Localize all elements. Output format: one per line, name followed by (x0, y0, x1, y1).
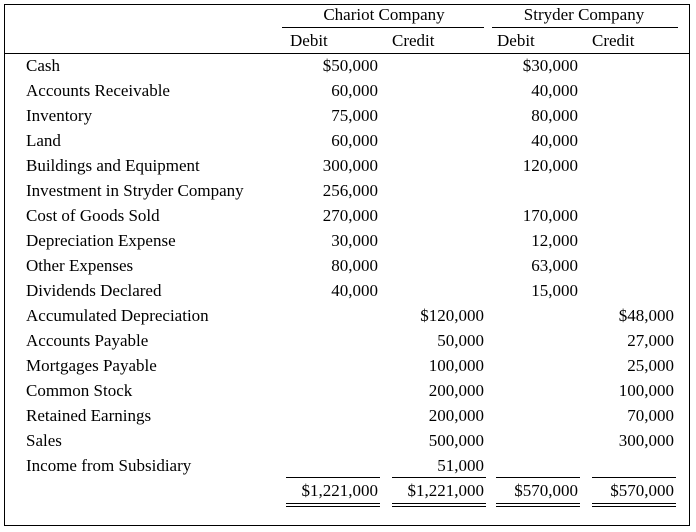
chariot-credit-total-double-rule-2 (392, 506, 486, 507)
stryder-debit-header: Debit (497, 31, 535, 50)
account-label: Accounts Receivable (26, 81, 170, 100)
stryder-credit-value: 70,000 (627, 406, 674, 425)
table-row (0, 431, 696, 451)
table-row (0, 206, 696, 226)
chariot-credit-subtotal-rule (392, 477, 486, 478)
table-row (0, 131, 696, 151)
account-label: Depreciation Expense (26, 231, 176, 250)
stryder-debit-value: 15,000 (531, 281, 578, 300)
chariot-credit-value: $120,000 (420, 306, 484, 325)
chariot-debit-total-double-rule-2 (286, 506, 380, 507)
column-header-rule (5, 53, 689, 54)
chariot-debit-value: 40,000 (331, 281, 378, 300)
stryder-debit-value: 120,000 (522, 156, 578, 175)
stryder-credit-value: 25,000 (627, 356, 674, 375)
table-row (0, 381, 696, 401)
account-label: Buildings and Equipment (26, 156, 200, 175)
stryder-credit-value: 300,000 (618, 431, 674, 450)
chariot-debit-value: 256,000 (322, 181, 378, 200)
stryder-debit-value: 80,000 (531, 106, 578, 125)
account-label: Other Expenses (26, 256, 134, 275)
chariot-company-header: Chariot Company (323, 5, 445, 24)
account-label: Mortgages Payable (26, 356, 157, 375)
chariot-debit-header: Debit (290, 31, 328, 50)
chariot-credit-value: 100,000 (428, 356, 484, 375)
chariot-debit-value: 75,000 (331, 106, 378, 125)
totals-row (0, 481, 696, 501)
stryder-debit-total-double-rule-1 (496, 503, 580, 504)
table-row (0, 331, 696, 351)
stryder-debit-value: 40,000 (531, 131, 578, 150)
table-row (0, 306, 696, 326)
account-label: Cash (26, 56, 60, 75)
stryder-credit-total: $570,000 (610, 481, 674, 500)
table-row (0, 181, 696, 201)
chariot-debit-value: 60,000 (331, 81, 378, 100)
chariot-credit-value: 500,000 (428, 431, 484, 450)
stryder-debit-value: 12,000 (531, 231, 578, 250)
chariot-debit-total: $1,221,000 (301, 481, 378, 500)
table-row (0, 156, 696, 176)
stryder-debit-total: $570,000 (514, 481, 578, 500)
chariot-credit-value: 51,000 (437, 456, 484, 475)
chariot-credit-value: 50,000 (437, 331, 484, 350)
stryder-header-rule (492, 27, 678, 28)
table-row (0, 231, 696, 251)
chariot-credit-header: Credit (392, 31, 435, 50)
chariot-debit-total-double-rule-1 (286, 503, 380, 504)
table-row (0, 281, 696, 301)
account-label: Accumulated Depreciation (26, 306, 209, 325)
chariot-credit-value: 200,000 (428, 406, 484, 425)
account-label: Dividends Declared (26, 281, 162, 300)
chariot-debit-value: 30,000 (331, 231, 378, 250)
table-row (0, 106, 696, 126)
chariot-credit-total-double-rule-1 (392, 503, 486, 504)
stryder-debit-subtotal-rule (496, 477, 580, 478)
account-label: Land (26, 131, 61, 150)
account-label: Sales (26, 431, 62, 450)
account-label: Income from Subsidiary (26, 456, 192, 475)
chariot-credit-value: 200,000 (428, 381, 484, 400)
chariot-debit-value: 270,000 (322, 206, 378, 225)
account-label: Accounts Payable (26, 331, 149, 350)
stryder-credit-header: Credit (592, 31, 635, 50)
stryder-credit-total-double-rule-2 (592, 506, 676, 507)
table-row (0, 81, 696, 101)
chariot-credit-total: $1,221,000 (407, 481, 484, 500)
stryder-debit-total-double-rule-2 (496, 506, 580, 507)
stryder-debit-value: $30,000 (522, 56, 578, 75)
table-row (0, 56, 696, 76)
chariot-debit-value: $50,000 (322, 56, 378, 75)
chariot-debit-subtotal-rule (286, 477, 380, 478)
stryder-debit-value: 40,000 (531, 81, 578, 100)
account-label: Retained Earnings (26, 406, 152, 425)
stryder-credit-value: $48,000 (618, 306, 674, 325)
stryder-debit-value: 170,000 (522, 206, 578, 225)
stryder-credit-value: 100,000 (618, 381, 674, 400)
account-label: Cost of Goods Sold (26, 206, 160, 225)
stryder-company-header: Stryder Company (523, 5, 645, 24)
account-label: Inventory (26, 106, 93, 125)
chariot-debit-value: 60,000 (331, 131, 378, 150)
table-row (0, 256, 696, 276)
stryder-debit-value: 63,000 (531, 256, 578, 275)
table-row (0, 356, 696, 376)
account-label: Investment in Stryder Company (26, 181, 244, 200)
account-label: Common Stock (26, 381, 133, 400)
chariot-header-rule (282, 27, 484, 28)
stryder-credit-subtotal-rule (592, 477, 676, 478)
chariot-debit-value: 300,000 (322, 156, 378, 175)
chariot-debit-value: 80,000 (331, 256, 378, 275)
table-row (0, 456, 696, 476)
table-row (0, 406, 696, 426)
stryder-credit-value: 27,000 (627, 331, 674, 350)
stryder-credit-total-double-rule-1 (592, 503, 676, 504)
